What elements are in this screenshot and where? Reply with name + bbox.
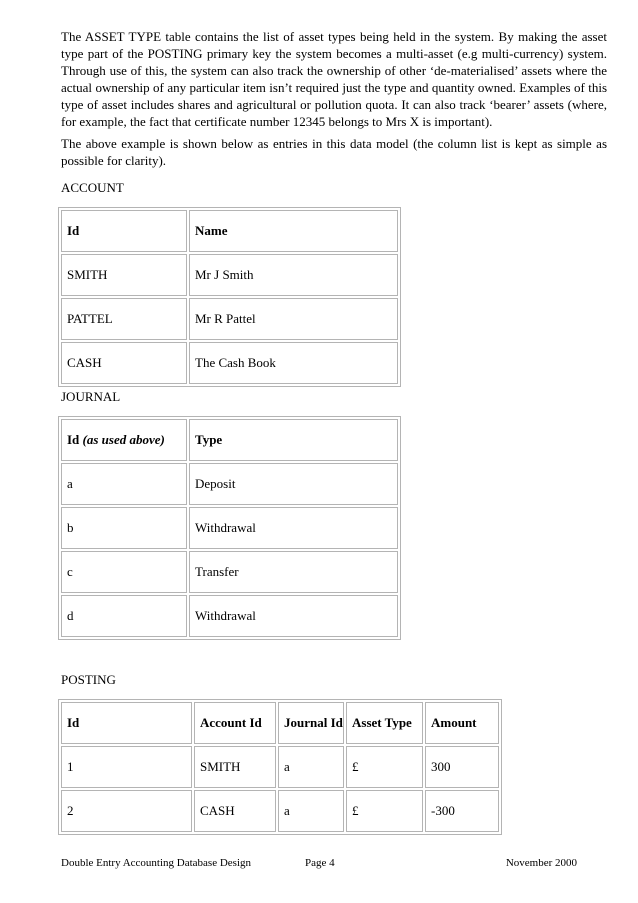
table-row: [61, 595, 398, 637]
table-cell: Deposit: [189, 463, 398, 505]
table-cell: Mr R Pattel: [189, 298, 398, 340]
example-paragraph: The above example is shown below as entries in this data model (the column list is kept as simple as possible for clarity).: [61, 136, 607, 168]
table-row: [61, 342, 398, 384]
table-cell: Transfer: [189, 551, 398, 593]
table-cell: b: [61, 507, 187, 549]
table-cell: c: [61, 551, 187, 593]
header-cell: Asset Type: [346, 702, 423, 744]
header-cell: Account Id: [194, 702, 276, 744]
table-cell: Mr J Smith: [189, 254, 398, 296]
journal-heading: JOURNAL: [61, 389, 121, 404]
table-row: [61, 746, 499, 788]
footer-title: Double Entry Accounting Database Design: [61, 857, 252, 869]
account-table: [58, 207, 401, 387]
account-heading: ACCOUNT: [61, 180, 124, 195]
table-cell: CASH: [194, 790, 276, 832]
table-cell: SMITH: [61, 254, 187, 296]
table-row: [61, 790, 499, 832]
journal-table: [58, 416, 401, 640]
table-cell: CASH: [61, 342, 187, 384]
table-cell: a: [278, 746, 344, 788]
table-row: [61, 254, 398, 296]
header-cell: Amount: [425, 702, 499, 744]
table-cell: 1: [61, 746, 192, 788]
table-header-row: [61, 419, 398, 461]
table-cell: -300: [425, 790, 499, 832]
table-header-row: [61, 702, 499, 744]
table-header-row: [61, 210, 398, 252]
table-cell: PATTEL: [61, 298, 187, 340]
table-row: [61, 463, 398, 505]
footer-page-number: Page 4: [305, 857, 335, 869]
table-cell: 300: [425, 746, 499, 788]
header-id-label: Id: [67, 432, 80, 447]
table-cell: d: [61, 595, 187, 637]
table-cell: Withdrawal: [189, 595, 398, 637]
table-cell: The Cash Book: [189, 342, 398, 384]
header-cell: Id: [61, 210, 187, 252]
footer-date: November 2000: [505, 857, 577, 869]
table-row: [61, 298, 398, 340]
table-cell: Withdrawal: [189, 507, 398, 549]
header-cell: Id: [61, 702, 192, 744]
table-cell: £: [346, 746, 423, 788]
posting-table: [58, 699, 502, 835]
header-cell: [61, 419, 187, 461]
table-cell: a: [61, 463, 187, 505]
table-cell: SMITH: [194, 746, 276, 788]
header-cell: Name: [189, 210, 398, 252]
table-row: [61, 551, 398, 593]
table-cell: a: [278, 790, 344, 832]
header-id-note: (as used above): [82, 432, 165, 447]
table-cell: £: [346, 790, 423, 832]
intro-paragraph: The ASSET TYPE table contains the list of asset types being held in the system. By making the asset type part of the POSTING primary key the system becomes a multi-asset (e.g multi-currency) system. Through use of this, the system can also track the ownership of other ‘de-materialised’ assets where the actual ownership of any particular item isn’t required just the type and quantity owned. Examples of this type of asset includes shares and agricultural or pollution quota. It can also track ‘bearer’ assets (where, for example, the fact that certificate number 12345 belongs to Mrs X is important).: [61, 29, 607, 129]
posting-heading: POSTING: [61, 672, 116, 687]
header-cell: Type: [189, 419, 398, 461]
table-cell: 2: [61, 790, 192, 832]
header-cell: Journal Id: [278, 702, 344, 744]
table-row: [61, 507, 398, 549]
